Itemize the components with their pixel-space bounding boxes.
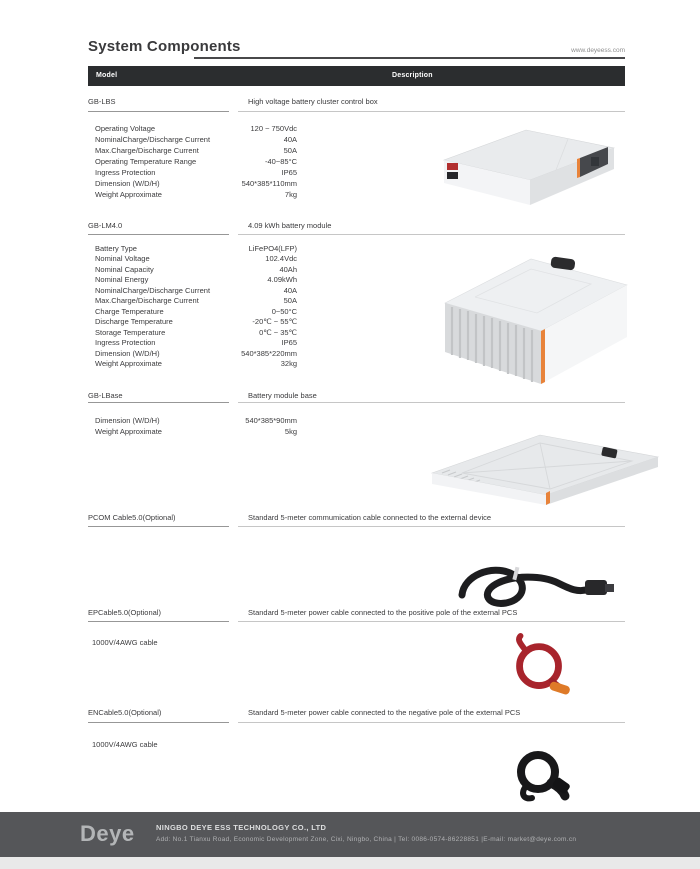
model-description: 4.09 kWh battery module bbox=[248, 221, 332, 230]
spec-list-gb-lbase bbox=[95, 415, 297, 437]
spec-label: Max.Charge/Discharge Current bbox=[95, 296, 199, 306]
model-description: Standard 5-meter power cable connected to the positive pole of the external PCS bbox=[248, 608, 518, 617]
spec-value: 540*385*220mm bbox=[241, 348, 297, 358]
spec-row bbox=[95, 327, 297, 338]
row-separator bbox=[88, 111, 625, 113]
spec-value: IP65 bbox=[281, 338, 297, 348]
column-header-model: Model bbox=[96, 72, 118, 79]
table-row-gb-lm40 bbox=[88, 221, 625, 231]
separator-segment bbox=[88, 621, 229, 622]
spec-label: Ingress Protection bbox=[95, 338, 156, 348]
spec-row bbox=[95, 359, 297, 370]
footer-contact-line: Add: No.1 Tianxu Road, Economic Development Zone, Cixi, Ningbo, China | Tel: 0086-0574-86228851 |E-mail: market@deye.com.cn bbox=[156, 836, 577, 843]
red-power-cable-image bbox=[502, 632, 578, 706]
spec-label: Battery Type bbox=[95, 243, 137, 253]
spec-row bbox=[95, 243, 297, 254]
separator-segment bbox=[238, 722, 625, 723]
row-separator bbox=[88, 402, 625, 404]
spec-row bbox=[95, 156, 297, 167]
separator-segment bbox=[88, 526, 229, 527]
spec-label: Dimension (W/D/H) bbox=[95, 179, 160, 188]
spec-row bbox=[95, 167, 297, 178]
spec-label: Storage Temperature bbox=[95, 327, 166, 337]
spec-value: 540*385*110mm bbox=[241, 179, 297, 188]
spec-label: Discharge Temperature bbox=[95, 317, 173, 327]
spec-row bbox=[95, 415, 297, 426]
spec-row bbox=[95, 178, 297, 189]
spec-label: Nominal Voltage bbox=[95, 254, 150, 264]
separator-segment bbox=[238, 402, 625, 403]
spec-value: 0℃ ~ 35℃ bbox=[259, 327, 297, 337]
spec-row bbox=[95, 426, 297, 437]
spec-value: 120 ~ 750Vdc bbox=[250, 124, 297, 133]
model-name: PCOM Cable5.0(Optional) bbox=[88, 513, 176, 522]
cable-spec-note: 1000V/4AWG cable bbox=[92, 638, 158, 647]
control-box-image bbox=[430, 118, 622, 210]
table-row-gb-lbase bbox=[88, 391, 625, 401]
spec-value: LiFePO4(LFP) bbox=[248, 243, 297, 253]
spec-row bbox=[95, 134, 297, 145]
spec-value: 5kg bbox=[284, 427, 297, 436]
model-name: EPCable5.0(Optional) bbox=[88, 608, 161, 617]
spec-label: NominalCharge/Discharge Current bbox=[95, 285, 211, 295]
spec-value: IP65 bbox=[281, 168, 297, 177]
model-name: ENCable5.0(Optional) bbox=[88, 708, 162, 717]
control-box-illustration bbox=[430, 118, 622, 210]
spec-label: Weight Approximate bbox=[95, 190, 162, 199]
spec-value: 0~50°C bbox=[271, 306, 297, 316]
separator-segment bbox=[238, 621, 625, 622]
communication-cable-image bbox=[454, 561, 620, 613]
black-power-cable-illustration bbox=[506, 744, 574, 806]
spec-row bbox=[95, 264, 297, 275]
title-underline bbox=[194, 57, 625, 59]
table-row-encable bbox=[88, 708, 625, 718]
spec-row bbox=[95, 145, 297, 156]
model-name: GB-LBS bbox=[88, 97, 116, 106]
spec-row bbox=[95, 285, 297, 296]
spec-value: -20℃ ~ 55℃ bbox=[252, 317, 297, 327]
spec-label: Weight Approximate bbox=[95, 427, 162, 436]
model-name: GB-LM4.0 bbox=[88, 221, 123, 230]
separator-segment bbox=[238, 526, 625, 527]
spec-label: Charge Temperature bbox=[95, 306, 164, 316]
table-row-epcable bbox=[88, 608, 625, 618]
separator-segment bbox=[88, 402, 229, 403]
spec-label: NominalCharge/Discharge Current bbox=[95, 135, 211, 144]
spec-label: Operating Voltage bbox=[95, 124, 156, 133]
model-description: Standard 5-meter power cable connected to the negative pole of the external PCS bbox=[248, 708, 521, 717]
spec-value: 102.4Vdc bbox=[265, 254, 297, 264]
spec-row bbox=[95, 275, 297, 286]
spec-row bbox=[95, 189, 297, 200]
row-separator bbox=[88, 234, 625, 236]
model-description: Battery module base bbox=[248, 391, 317, 400]
spec-value: 40Ah bbox=[279, 264, 297, 274]
separator-segment bbox=[238, 111, 625, 112]
spec-list-gb-lbs bbox=[95, 123, 297, 200]
spec-label: Ingress Protection bbox=[95, 168, 156, 177]
spec-value: 7kg bbox=[284, 190, 297, 199]
battery-module-illustration bbox=[433, 251, 633, 387]
row-separator bbox=[88, 621, 625, 623]
deye-logo: Deye bbox=[80, 821, 135, 846]
spec-value: 40A bbox=[283, 285, 298, 295]
spec-value: 4.09kWh bbox=[267, 275, 297, 285]
spec-row bbox=[95, 348, 297, 359]
row-separator bbox=[88, 722, 625, 724]
page-bottom-margin bbox=[0, 857, 700, 869]
communication-cable-illustration bbox=[454, 561, 620, 613]
black-power-cable-image bbox=[506, 744, 574, 806]
model-name: GB-LBase bbox=[88, 391, 123, 400]
model-description: Standard 5-meter commumication cable connected to the external device bbox=[248, 513, 492, 522]
spec-row bbox=[95, 123, 297, 134]
spec-label: Operating Temperature Range bbox=[95, 157, 197, 166]
spec-value: 32kg bbox=[280, 359, 297, 369]
battery-module-image bbox=[433, 251, 633, 387]
spec-label: Dimension (W/D/H) bbox=[95, 416, 160, 425]
spec-value: 50A bbox=[283, 146, 297, 155]
separator-segment bbox=[88, 234, 229, 235]
spec-label: Nominal Energy bbox=[95, 275, 149, 285]
page-title: System Components bbox=[88, 38, 241, 55]
separator-segment bbox=[238, 234, 625, 235]
table-header-bar bbox=[88, 66, 625, 86]
spec-row bbox=[95, 296, 297, 307]
spec-label: Nominal Capacity bbox=[95, 264, 154, 274]
battery-base-image bbox=[428, 429, 664, 507]
footer-company-name: NINGBO DEYE ESS TECHNOLOGY CO., LTD bbox=[156, 823, 327, 832]
spec-label: Max.Charge/Discharge Current bbox=[95, 146, 199, 155]
column-header-description: Description bbox=[392, 72, 433, 79]
table-row-gb-lbs bbox=[88, 97, 625, 107]
website-url: www.deyeess.com bbox=[571, 47, 625, 54]
spec-value: 40A bbox=[283, 135, 298, 144]
row-separator bbox=[88, 526, 625, 528]
spec-row bbox=[95, 317, 297, 328]
table-row-pcom-cable bbox=[88, 513, 625, 523]
spec-label: Weight Approximate bbox=[95, 359, 162, 369]
spec-row bbox=[95, 338, 297, 349]
model-description: High voltage battery cluster control box bbox=[248, 97, 378, 106]
battery-base-illustration bbox=[428, 429, 664, 507]
spec-label: Dimension (W/D/H) bbox=[95, 348, 160, 358]
separator-segment bbox=[88, 722, 229, 723]
spec-list-gb-lm40 bbox=[95, 243, 297, 369]
spec-row bbox=[95, 254, 297, 265]
cable-spec-note: 1000V/4AWG cable bbox=[92, 740, 158, 749]
footer-bar bbox=[0, 812, 700, 857]
separator-segment bbox=[88, 111, 229, 112]
red-power-cable-illustration bbox=[502, 632, 578, 706]
spec-value: 50A bbox=[283, 296, 297, 306]
spec-row bbox=[95, 306, 297, 317]
spec-value: -40~85°C bbox=[265, 157, 297, 166]
spec-value: 540*385*90mm bbox=[245, 416, 297, 425]
